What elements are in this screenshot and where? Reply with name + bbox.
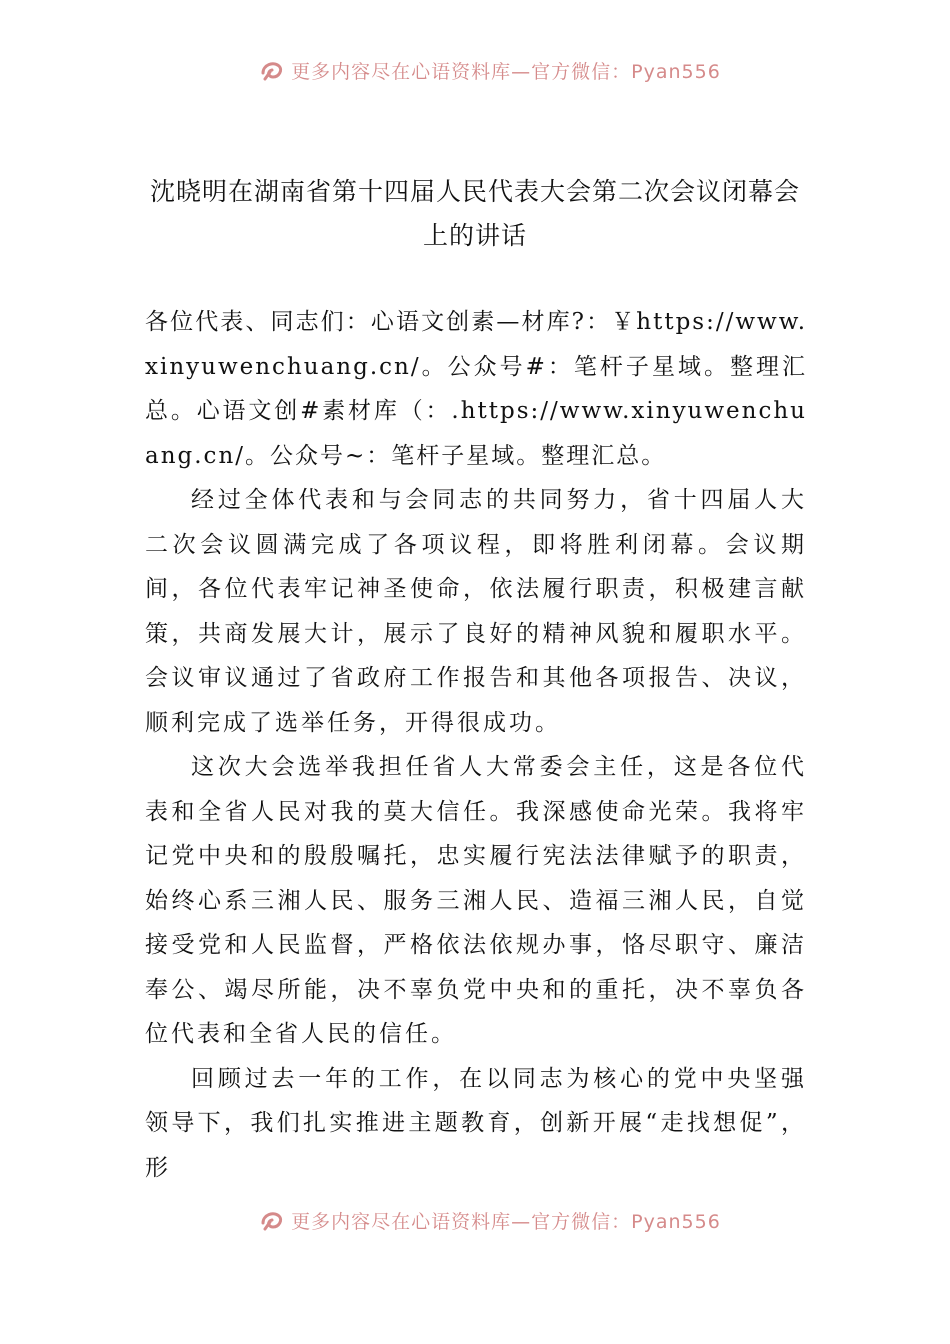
watermark-banner-bottom [0,1200,950,1240]
watermark-text: 更多内容尽在心语资料库—官方微信：Pyan556 [291,1210,721,1233]
watermark-banner-top [0,50,950,90]
body-paragraph-1: 经过全体代表和与会同志的共同努力，省十四届人大二次会议圆满完成了各项议程，即将胜利闭幕。会议期间，各位代表牢记神圣使命，依法履行职责，积极建言献策，共商发展大计，展示了良好的精神风貌和履职水平。会议审议通过了省政府工作报告和其他各项报告、决议，顺利完成了选举任务，开得很成功。 [145,487,807,736]
title-line-1: 沈晓明在湖南省第十四届人民代表大会第二次会议闭幕会 [149,177,800,206]
body-paragraph-3: 回顾过去一年的工作，在以同志为核心的党中央坚强领导下，我们扎实推进主题教育，创新开展“走找想促”，形 [145,1065,807,1181]
body-paragraph-2: 这次大会选举我担任省人大常委会主任，这是各位代表和全省人民对我的莫大信任。我深感使命光荣。我将牢记党中央和的殷殷嘱托，忠实履行宪法法律赋予的职责，始终心系三湘人民、服务三湘人民、造福三湘人民，自觉接受党和人民监督，严格依法依规办事，恪尽职守、廉洁奉公、竭尽所能，决不辜负党中央和的重托，决不辜负各位代表和全省人民的信任。 [145,754,807,1047]
document-title [140,170,810,258]
swirl-logo-icon [259,57,285,83]
swirl-logo-icon [259,1207,285,1233]
watermark-text: 更多内容尽在心语资料库—官方微信：Pyan556 [291,60,721,83]
salutation-paragraph: 各位代表、同志们：心语文创素—材库?：￥https://www.xinyuwenchuang.cn/。公众号#：笔杆子星域。整理汇总。心语文创#素材库（：.https://www.xinyuwenchuang.cn/。公众号~：笔杆子星域。整理汇总。 [145,309,807,469]
title-line-2: 上的讲话 [422,221,527,250]
document-body [145,300,807,1190]
